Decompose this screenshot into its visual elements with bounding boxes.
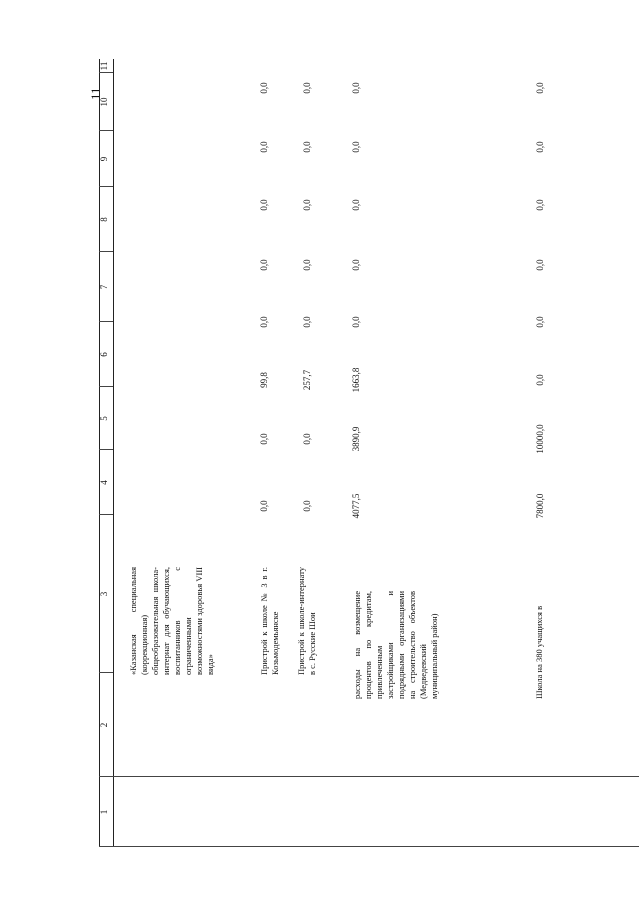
table-cell: 4077,5 xyxy=(351,493,361,519)
table-cell: 0,0 xyxy=(351,141,361,153)
table-cell: 0,0 xyxy=(302,82,312,94)
table-cell: 0,0 xyxy=(259,259,269,271)
table-cell: 0,0 xyxy=(351,82,361,94)
column-number: 4 xyxy=(99,480,109,485)
table-cell: 0,0 xyxy=(535,199,545,211)
table-cell: 0,0 xyxy=(535,82,545,94)
column-number: 2 xyxy=(99,722,109,728)
table-cell: 0,0 xyxy=(351,316,361,328)
table-cell: 10000,0 xyxy=(535,424,545,454)
table-cell: 0,0 xyxy=(302,141,312,153)
table-cell: 0,0 xyxy=(535,141,545,153)
table-cell: 0,0 xyxy=(259,199,269,211)
column-number: 8 xyxy=(99,217,109,222)
table-cell: 0,0 xyxy=(351,199,361,211)
table-cell: 0,0 xyxy=(259,500,269,512)
table-cell: 0,0 xyxy=(302,500,312,512)
table-cell: 3890,9 xyxy=(351,426,361,452)
page-number: 11 xyxy=(88,87,103,100)
column-number: 1 xyxy=(99,809,109,815)
column-divider xyxy=(99,846,639,847)
header-bottom-rule xyxy=(113,59,114,847)
row-label: «Казанская специальная (коррекционная) общеобразовательная школа-интернат для обучающихся, воспитанников с ограниченными возможностями здоровья VIII вида» xyxy=(128,567,215,675)
row-label: Пристрой к школе-интернату в с. Русские Шои xyxy=(296,567,317,675)
column-number: 3 xyxy=(99,591,109,597)
table-cell: 99,8 xyxy=(259,372,269,388)
table-cell: 0,0 xyxy=(535,259,545,271)
table-cell: 1663,8 xyxy=(351,367,361,393)
column-divider xyxy=(99,776,639,777)
table-cell: 0,0 xyxy=(259,316,269,328)
row-label: расходы на возмещение процентов по кредитам, привлеченным застройщиками и подрядными организациями на строительство объектов (Медведевский муниципальный район) xyxy=(352,591,439,699)
table-cell: 0,0 xyxy=(259,433,269,445)
table-cell: 0,0 xyxy=(302,259,312,271)
table-cell: 0,0 xyxy=(535,316,545,328)
table-cell: 0,0 xyxy=(259,82,269,94)
row-label: Школа на 380 учащихся в xyxy=(534,605,544,699)
column-number: 11 xyxy=(99,61,109,71)
table-cell: 0,0 xyxy=(302,433,312,445)
table-cell: 0,0 xyxy=(351,259,361,271)
table-cell: 257,7 xyxy=(302,369,312,391)
column-number: 9 xyxy=(99,156,109,162)
column-number: 6 xyxy=(99,352,109,357)
column-number: 7 xyxy=(99,284,109,290)
table-cell: 0,0 xyxy=(302,199,312,211)
table-cell: 7800,0 xyxy=(535,493,545,519)
column-number: 10 xyxy=(99,97,109,107)
table-cell: 0,0 xyxy=(302,316,312,328)
table-cell: 0,0 xyxy=(535,374,545,386)
column-number: 5 xyxy=(99,416,109,421)
table-cell: 0,0 xyxy=(259,141,269,153)
row-label: Пристрой к школе № 3 в г. Козьмодемьянске xyxy=(259,567,280,675)
